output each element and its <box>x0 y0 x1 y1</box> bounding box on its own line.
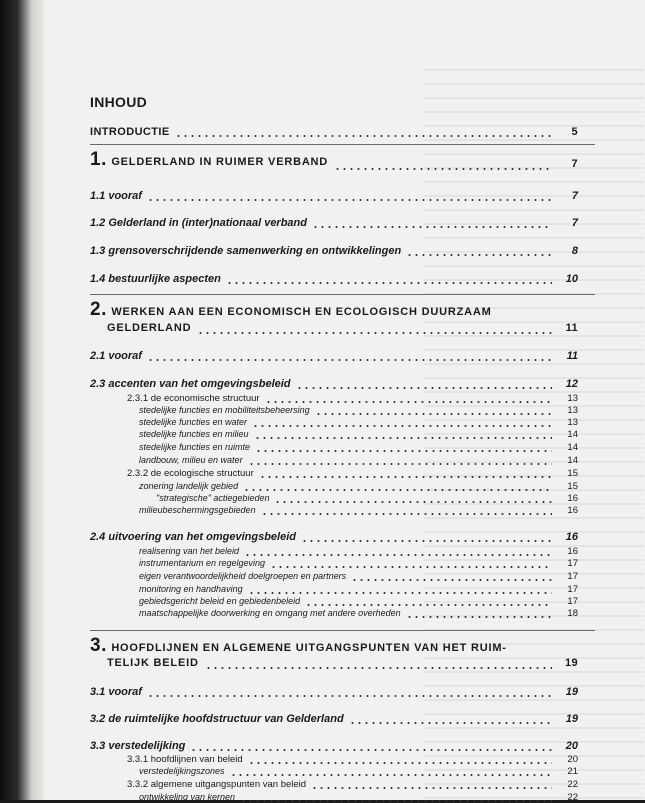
page-number: 17 <box>567 571 578 582</box>
leader-dots <box>244 554 552 556</box>
leader-dots <box>274 501 552 503</box>
page-number: 13 <box>567 393 578 404</box>
page-number: 20 <box>567 754 578 765</box>
leader-dots <box>270 566 552 568</box>
entry-title: monitoring en handhaving <box>139 584 243 594</box>
page-number: 16 <box>565 531 578 543</box>
leader-dots <box>230 774 552 776</box>
leader-dots <box>226 282 552 284</box>
page-number: 15 <box>567 468 578 479</box>
page-number: 11 <box>565 322 578 334</box>
page-number: 13 <box>567 405 578 416</box>
page-number: 13 <box>567 417 578 428</box>
entry-title: 3.2 de ruimtelijke hoofdstructuur van Gelderland <box>90 713 344 725</box>
entry-title: ontwikkeling van kernen <box>139 792 236 802</box>
entry-title: 1.3 grensoverschrijdende samenwerking en ontwikkelingen <box>90 245 402 257</box>
leader-dots <box>351 579 552 581</box>
page-number: 17 <box>567 584 578 595</box>
page-number: 20 <box>565 740 578 752</box>
leader-dots <box>243 489 552 491</box>
chapter-divider <box>90 144 595 145</box>
entry-title: 1.1 vooraf <box>90 190 142 202</box>
page-number: 16 <box>567 546 578 557</box>
leader-dots <box>248 762 552 764</box>
entry-title: "strategische" actiegebieden <box>156 493 270 503</box>
leader-dots <box>311 787 552 789</box>
leader-dots <box>312 226 552 228</box>
entry-title: 2.4 uitvoering van het omgevingsbeleid <box>90 531 296 543</box>
leader-dots <box>296 387 552 389</box>
leader-dots <box>240 800 552 802</box>
page-number: 7 <box>571 217 578 229</box>
page-number: 19 <box>565 686 578 698</box>
page-number: 7 <box>571 158 578 170</box>
page-number: 18 <box>567 608 578 619</box>
leader-dots <box>205 667 552 669</box>
page-number: 8 <box>571 245 578 257</box>
chapter-divider <box>90 630 595 631</box>
chapter-title: GELDERLAND IN RUIMER VERBAND <box>111 156 329 168</box>
document-page <box>44 0 645 803</box>
entry-title: stedelijke functies en mobiliteitsbeheersing <box>139 405 310 415</box>
leader-dots <box>259 476 552 478</box>
leader-dots <box>248 592 552 594</box>
page-number: 12 <box>565 378 578 390</box>
entry-title: stedelijke functies en water <box>139 417 248 427</box>
page-number: 19 <box>565 713 578 725</box>
entry-title: 2.3.1 de economische structuur <box>127 393 260 404</box>
page-number: 21 <box>567 766 578 777</box>
page-number: 10 <box>565 273 578 285</box>
chapter-divider <box>90 294 595 295</box>
entry-title: INTRODUCTIE <box>90 126 170 138</box>
chapter-number: 1. <box>90 149 107 170</box>
entry-title: stedelijke functies en milieu <box>139 429 249 439</box>
chapter-title-continued: TELIJK BELEID <box>107 657 199 669</box>
page-number: 14 <box>567 442 578 453</box>
leader-dots <box>147 359 552 361</box>
leader-dots <box>255 450 552 452</box>
leader-dots <box>147 695 552 697</box>
chapter-heading <box>90 149 328 171</box>
leader-dots <box>349 722 552 724</box>
page-number: 11 <box>566 350 578 362</box>
entry-title: zonering landelijk gebied <box>139 481 239 491</box>
page-number: 19 <box>564 657 578 669</box>
page-number: 16 <box>567 493 578 504</box>
entry-title: landbouw, milieu en water <box>139 455 243 465</box>
entry-title: eigen verantwoordelijkheid doelgroepen en partners <box>139 571 347 581</box>
entry-title: gebiedsgericht beleid en gebiedenbeleid <box>139 596 301 606</box>
toc-heading: INHOUD <box>90 94 148 110</box>
page-number: 22 <box>567 792 578 803</box>
leader-dots <box>147 199 552 201</box>
table-of-contents <box>44 0 645 803</box>
entry-title: 3.3.1 hoofdlijnen van beleid <box>127 754 243 765</box>
entry-title: instrumentarium en regelgeving <box>139 558 266 568</box>
page-number: 17 <box>567 596 578 607</box>
leader-dots <box>261 513 552 515</box>
entry-title: 1.4 bestuurlijke aspecten <box>90 273 221 285</box>
leader-dots <box>315 413 552 415</box>
entry-title: 2.3 accenten van het omgevingsbeleid <box>90 378 291 390</box>
page-number: 5 <box>571 126 578 138</box>
chapter-heading <box>90 299 492 321</box>
page-number: 14 <box>567 455 578 466</box>
leader-dots <box>248 463 552 465</box>
entry-title: verstedelijkingszones <box>139 766 225 776</box>
leader-dots <box>305 604 552 606</box>
chapter-title: HOOFDLIJNEN EN ALGEMENE UITGANGSPUNTEN VAN HET RUIM- <box>111 642 507 654</box>
page-number: 16 <box>567 505 578 516</box>
leader-dots <box>190 749 552 751</box>
chapter-number: 3. <box>90 635 107 656</box>
entry-title: maatschappelijke doorwerking en omgang met andere overheden <box>139 608 401 618</box>
page-number: 14 <box>567 429 578 440</box>
chapter-title: WERKEN AAN EEN ECONOMISCH EN ECOLOGISCH DUURZAAM <box>111 306 492 318</box>
leader-dots <box>406 254 552 256</box>
entry-title: 3.3.2 algemene uitgangspunten van beleid <box>127 779 307 790</box>
entry-title: 2.1 vooraf <box>90 350 142 362</box>
page-number: 17 <box>567 558 578 569</box>
entry-title: 1.2 Gelderland in (inter)nationaal verband <box>90 217 307 229</box>
leader-dots <box>265 401 552 403</box>
book-spine-shadow <box>0 0 44 800</box>
leader-dots <box>301 540 552 542</box>
entry-title: 3.1 vooraf <box>90 686 142 698</box>
page-number: 22 <box>567 779 578 790</box>
leader-dots <box>175 135 552 137</box>
page-number: 7 <box>571 190 578 202</box>
chapter-number: 2. <box>90 299 107 320</box>
entry-title: realisering van het beleid <box>139 546 240 556</box>
entry-title: stedelijke functies en ruimte <box>139 442 251 452</box>
leader-dots <box>252 425 552 427</box>
chapter-heading <box>90 635 507 657</box>
leader-dots <box>254 437 552 439</box>
leader-dots <box>406 616 552 618</box>
entry-title: milieubeschermingsgebieden <box>139 505 256 515</box>
leader-dots <box>334 168 552 170</box>
entry-title: 3.3 verstedelijking <box>90 740 186 752</box>
chapter-title-continued: GELDERLAND <box>107 322 192 334</box>
page-number: 15 <box>567 481 578 492</box>
leader-dots <box>197 332 552 334</box>
entry-title: 2.3.2 de ecologische structuur <box>127 468 254 479</box>
